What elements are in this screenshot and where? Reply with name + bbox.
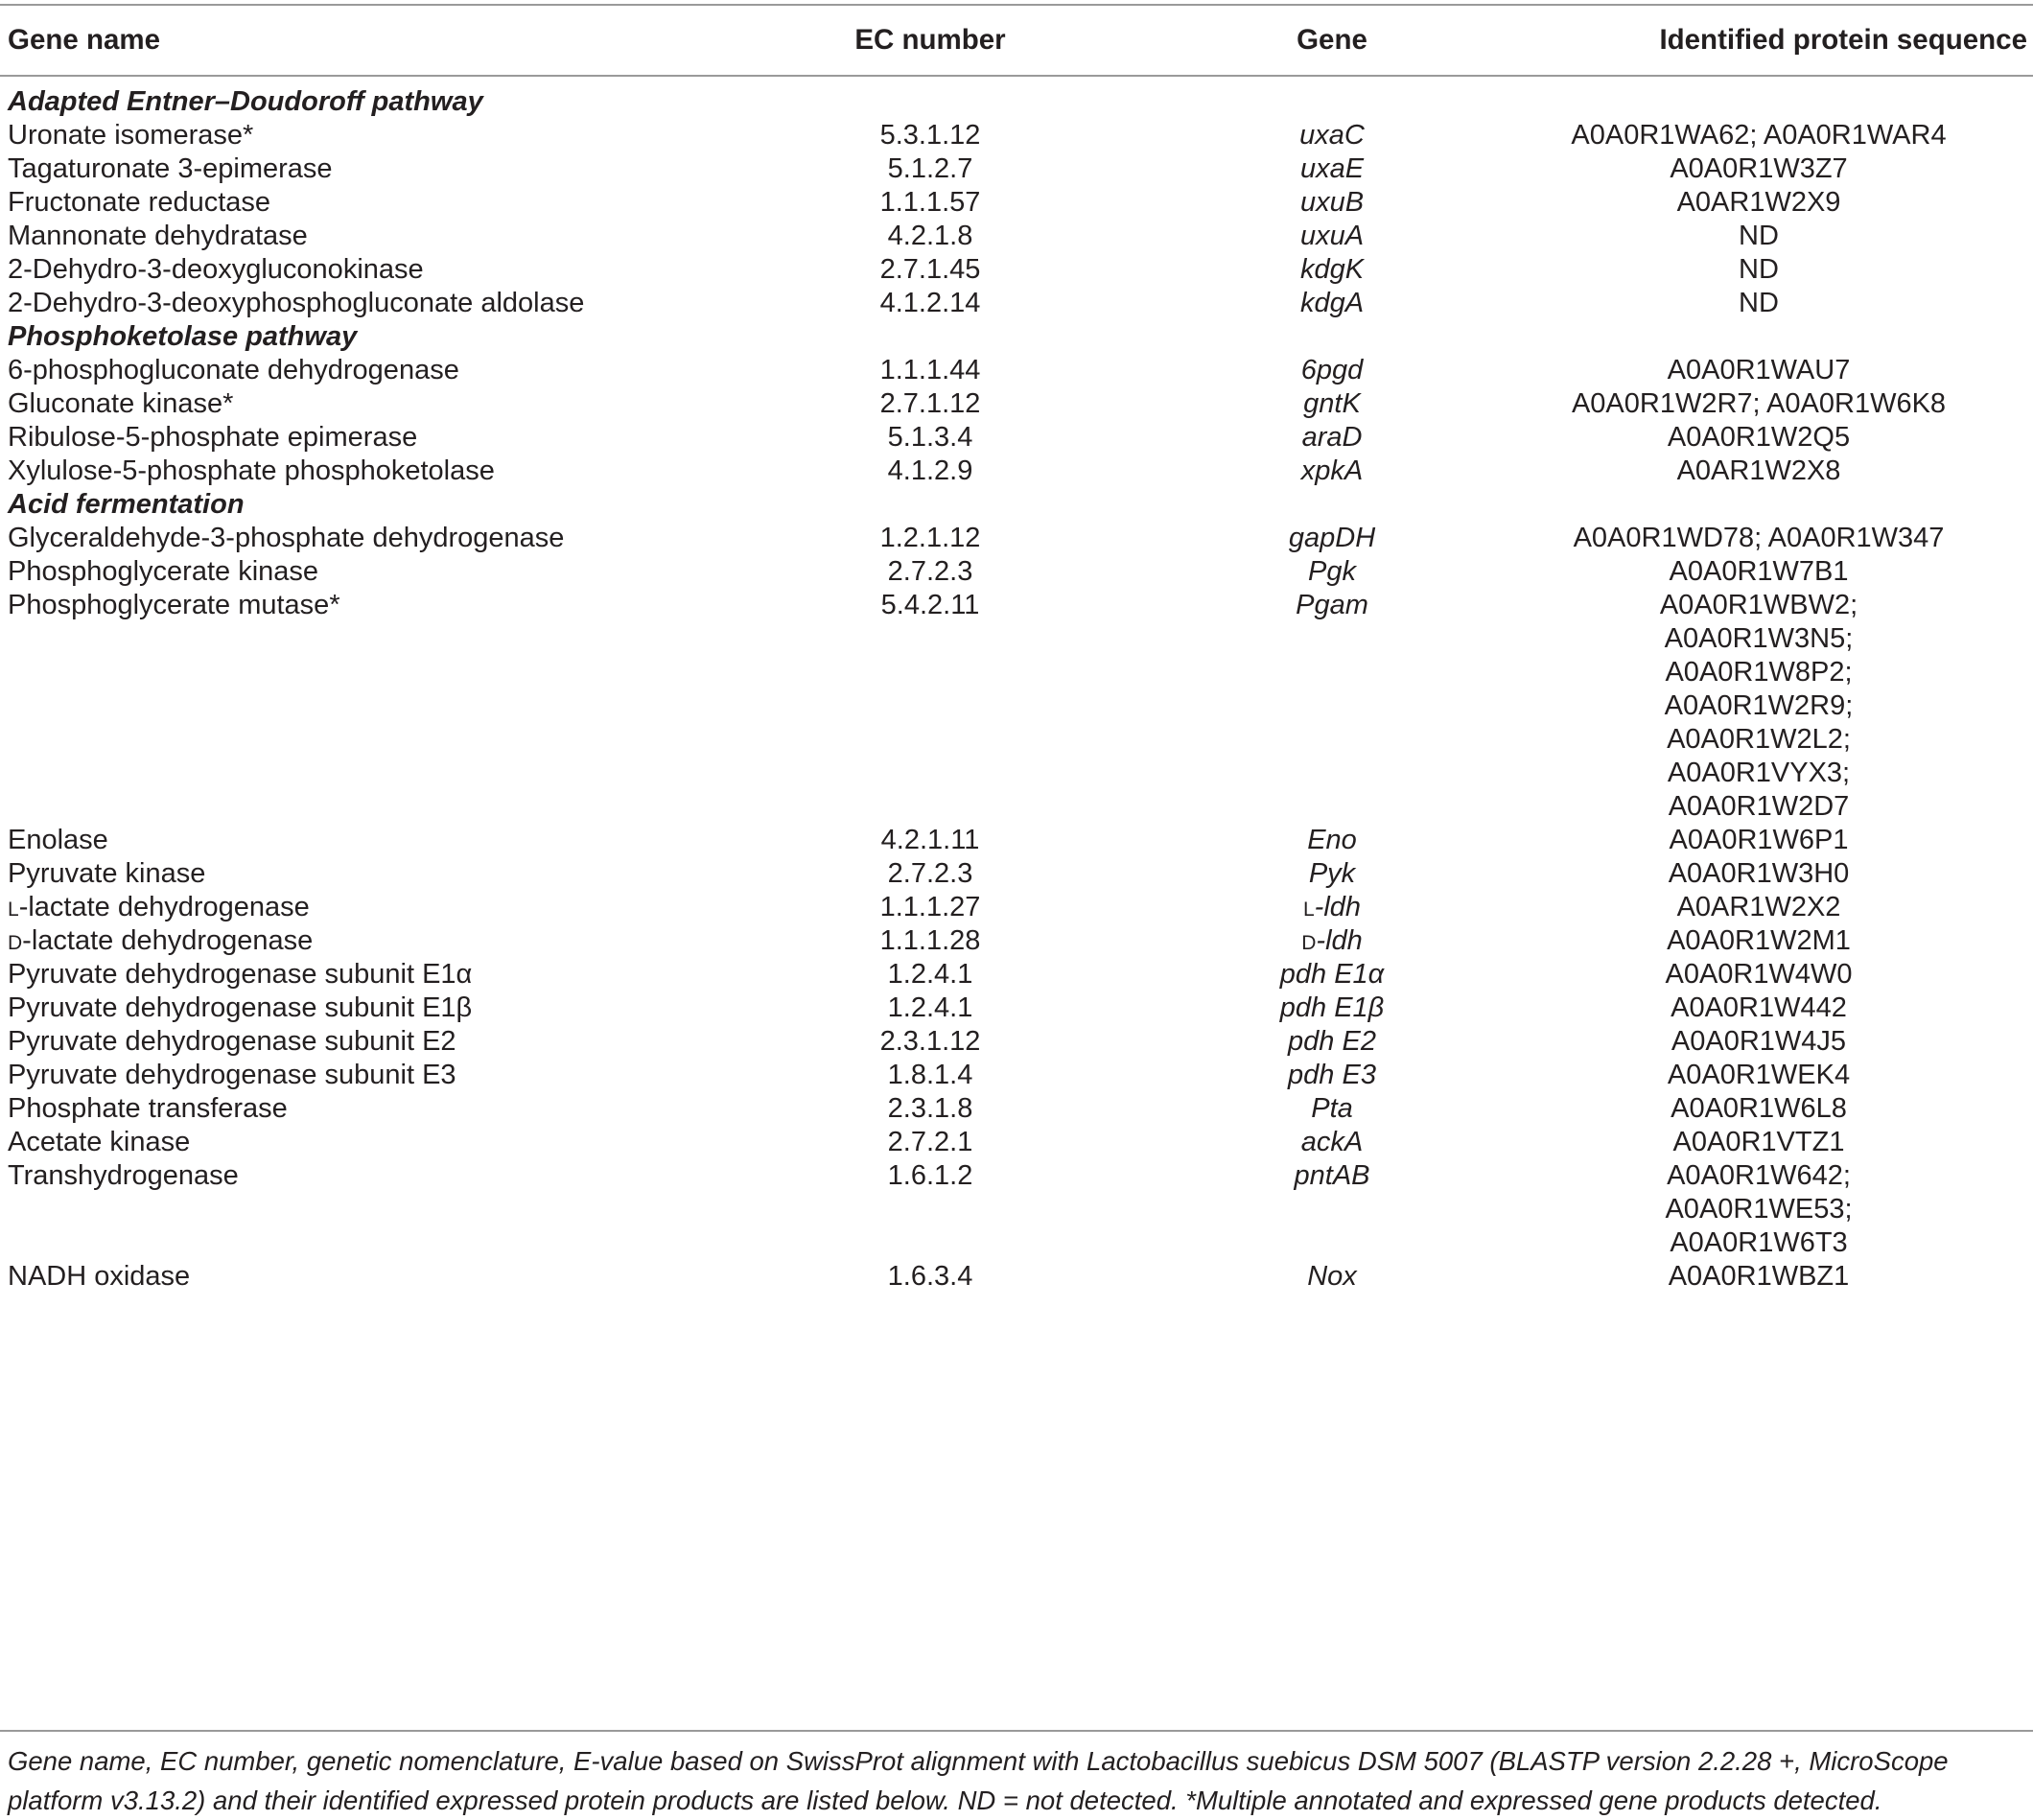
gene-text: Pyk — [1308, 858, 1356, 889]
gene-text: Pta — [1311, 1093, 1353, 1124]
stereo-prefix: L — [1302, 898, 1315, 921]
protein-sequence-cell: A0A0R1W3Z7 — [1670, 153, 1848, 184]
gene-name-text: 2-Dehydro-3-deoxyphosphogluconate aldolase — [8, 288, 585, 318]
protein-sequence-cell: A0A0R1W6L8 — [1671, 1093, 1847, 1124]
protein-sequence-cell: A0A0R1WA62; A0A0R1WAR4 — [1571, 120, 1947, 151]
ec-number-cell: 1.2.1.12 — [879, 523, 981, 553]
gene-text: uxaE — [1299, 153, 1365, 184]
protein-sequence-cell: A0A0R1W4J5 — [1671, 1026, 1847, 1057]
gene-name-text: Acetate kinase — [8, 1127, 191, 1157]
ec-number-cell: 1.8.1.4 — [887, 1060, 973, 1090]
ec-number-cell: 1.1.1.27 — [879, 892, 981, 922]
gene-name-text: Gluconate kinase* — [8, 388, 234, 419]
gene-name-text: Ribulose-5-phosphate epimerase — [8, 422, 418, 453]
gene-name-cell — [8, 1254, 190, 1299]
table-header-rule — [0, 75, 2033, 77]
header-gene: Gene — [1297, 24, 1367, 56]
ec-number-cell: 4.1.2.14 — [879, 288, 981, 318]
gene-text: Eno — [1307, 825, 1357, 855]
gene-cell — [1188, 1254, 1476, 1299]
gene-text: Pgk — [1308, 556, 1356, 587]
protein-sequence-cell: A0A0R1WEK4 — [1667, 1060, 1851, 1090]
protein-sequence-cell: A0A0R1WAU7 — [1667, 355, 1851, 385]
gene-name-text: Uronate isomerase* — [8, 120, 254, 151]
gene-name-cell — [8, 1154, 239, 1199]
ec-number-cell: 4.2.1.8 — [887, 221, 973, 251]
ec-number-cell: 2.3.1.12 — [879, 1026, 981, 1057]
gene-name-text: Pyruvate dehydrogenase subunit E1α — [8, 959, 473, 990]
ec-number-cell: 2.7.2.3 — [887, 556, 973, 587]
protein-sequence-cell: ND — [1739, 254, 1779, 285]
gene-name-text: Pyruvate kinase — [8, 858, 206, 889]
protein-sequence-cell: A0A0R1W3N5; — [1664, 623, 1854, 654]
gene-text: pntAB — [1294, 1160, 1370, 1191]
gene-text: 6pgd — [1300, 355, 1364, 385]
ec-number-cell: 4.2.1.11 — [880, 825, 980, 855]
gene-name-text: -lactate dehydrogenase — [18, 892, 310, 922]
ec-number-cell: 2.7.2.3 — [887, 858, 973, 889]
protein-sequence-cell: A0A0R1W4W0 — [1665, 959, 1853, 990]
gene-text: pdh E2 — [1288, 1026, 1376, 1057]
gene-text: pdh E1β — [1279, 992, 1385, 1023]
protein-sequence-cell: A0A0R1W642; — [1667, 1160, 1851, 1191]
stereo-prefix: D — [1301, 932, 1317, 954]
protein-sequence-cell: A0A0R1WD78; A0A0R1W347 — [1573, 523, 1945, 553]
section-heading: Phosphoketolase pathway — [8, 321, 358, 352]
gene-text: -ldh — [1314, 892, 1362, 922]
gene-name-text: Transhydrogenase — [8, 1160, 239, 1191]
header-ec-number: EC number — [854, 24, 1006, 56]
protein-sequence-cell: A0AR1W2X9 — [1676, 187, 1841, 218]
protein-sequence-cell: A0A0R1W442 — [1671, 992, 1847, 1023]
gene-text: kdgK — [1299, 254, 1365, 285]
gene-text: pdh E3 — [1288, 1060, 1376, 1090]
protein-sequence-cell: A0A0R1W2D7 — [1668, 791, 1850, 822]
gene-name-text: Mannonate dehydratase — [8, 221, 308, 251]
protein-sequence-cell: A0A0R1WE53; — [1665, 1194, 1853, 1225]
protein-sequence-cell: A0A0R1VYX3; — [1667, 758, 1851, 788]
gene-name-text: Fructonate reductase — [8, 187, 271, 218]
protein-sequence-cell: A0A0R1W6T3 — [1670, 1227, 1848, 1258]
ec-number-cell: 4.1.2.9 — [887, 455, 973, 486]
ec-number-cell: 1.1.1.57 — [879, 187, 981, 218]
gene-text: araD — [1301, 422, 1363, 453]
protein-sequence-cell: A0AR1W2X2 — [1676, 892, 1841, 922]
gene-cell — [1188, 1154, 1476, 1199]
protein-sequence-cell: A0A0R1W2M1 — [1667, 925, 1851, 956]
protein-sequence-cell: ND — [1739, 221, 1779, 251]
gene-text: uxuA — [1299, 221, 1365, 251]
protein-sequence-cell: A0A0R1WBW2; — [1659, 590, 1858, 620]
ec-number-cell: 2.3.1.8 — [887, 1093, 973, 1124]
protein-sequence-cell: A0A0R1W2R9; — [1664, 690, 1854, 721]
ec-number-cell: 1.6.3.4 — [887, 1261, 973, 1292]
ec-number-cell: 5.4.2.11 — [880, 590, 980, 620]
gene-name-text: NADH oxidase — [8, 1261, 191, 1292]
protein-sequence-cell: A0AR1W2X8 — [1676, 455, 1841, 486]
ec-number-cell: 1.1.1.44 — [879, 355, 981, 385]
gene-name-text: Xylulose-5-phosphate phosphoketolase — [8, 455, 495, 486]
gene-name-text: Phosphate transferase — [8, 1093, 288, 1124]
gene-text: uxaC — [1299, 120, 1365, 151]
stereo-prefix: L — [8, 898, 19, 921]
ec-number-cell: 5.1.3.4 — [887, 422, 973, 453]
header-protein-sequence: Identified protein sequence — [1659, 24, 2027, 56]
protein-sequence-cell: ND — [1739, 288, 1779, 318]
ec-number-cell: 5.3.1.12 — [879, 120, 981, 151]
ec-number-cell: 2.7.2.1 — [887, 1127, 973, 1157]
gene-text: xpkA — [1300, 455, 1364, 486]
table-bottom-rule — [0, 1730, 2033, 1732]
gene-cell — [1188, 583, 1476, 628]
protein-sequence-cell: A0A0R1WBZ1 — [1668, 1261, 1850, 1292]
protein-sequence-cell: A0A0R1W7B1 — [1669, 556, 1849, 587]
table-row — [0, 583, 2033, 822]
gene-text: Pgam — [1296, 590, 1368, 620]
ec-number-cell: 2.7.1.12 — [879, 388, 981, 419]
gene-name-text: -lactate dehydrogenase — [22, 925, 314, 956]
ec-number-cell: 1.2.4.1 — [887, 992, 973, 1023]
protein-sequence-cell: A0A0R1W3H0 — [1668, 858, 1850, 889]
protein-sequence-cell: A0A0R1W2R7; A0A0R1W6K8 — [1571, 388, 1947, 419]
header-gene-name: Gene name — [8, 24, 161, 56]
gene-name-text: Enolase — [8, 825, 108, 855]
protein-sequence-cell: A0A0R1W6P1 — [1669, 825, 1849, 855]
gene-text: gapDH — [1288, 523, 1376, 553]
gene-name-text: Phosphoglycerate mutase* — [8, 590, 340, 620]
gene-name-text: Glyceraldehyde-3-phosphate dehydrogenase — [8, 523, 565, 553]
gene-name-text: 2-Dehydro-3-deoxygluconokinase — [8, 254, 424, 285]
gene-name-text: Pyruvate dehydrogenase subunit E1β — [8, 992, 473, 1023]
gene-text: pdh E1α — [1279, 959, 1385, 990]
table-row — [0, 1154, 2033, 1258]
gene-name-text: Phosphoglycerate kinase — [8, 556, 319, 587]
protein-sequence-cell: A0A0R1W2L2; — [1667, 724, 1851, 755]
ec-number-cell: 1.6.1.2 — [887, 1160, 973, 1191]
ec-number-cell: 1.1.1.28 — [879, 925, 981, 956]
table-row — [0, 1254, 2033, 1299]
protein-sequence-cell: A0A0R1W2Q5 — [1667, 422, 1851, 453]
gene-text: gntK — [1303, 388, 1361, 419]
table-top-rule — [0, 4, 2033, 6]
gene-name-text: Tagaturonate 3-epimerase — [8, 153, 333, 184]
table-footnote: Gene name, EC number, genetic nomenclature, E-value based on SwissProt alignment with Lactobacillus suebicus DSM 5007 (BLASTP version 2.2.28 +, MicroScope platform v3.13.2) and their identified expressed protein products are listed below. ND = not detected. *Multiple annotated and expressed gene products detected. — [8, 1746, 1949, 1815]
table-header-row — [0, 15, 2033, 65]
ec-number-cell: 5.1.2.7 — [887, 153, 973, 184]
stereo-prefix: D — [8, 932, 23, 954]
gene-name-cell — [8, 583, 340, 628]
gene-text: -ldh — [1316, 925, 1363, 956]
gene-name-text: 6-phosphogluconate dehydrogenase — [8, 355, 459, 385]
section-heading: Adapted Entner–Doudoroff pathway — [8, 86, 483, 117]
protein-sequence-cell: A0A0R1W8P2; — [1665, 657, 1853, 688]
gene-text: kdgA — [1299, 288, 1365, 318]
gene-text: uxuB — [1299, 187, 1365, 218]
ec-number-cell: 1.2.4.1 — [887, 959, 973, 990]
section-heading: Acid fermentation — [8, 489, 245, 520]
gene-text: Nox — [1307, 1261, 1357, 1292]
protein-sequence-cell: A0A0R1VTZ1 — [1672, 1127, 1845, 1157]
gene-name-text: Pyruvate dehydrogenase subunit E3 — [8, 1060, 456, 1090]
gene-text: ackA — [1300, 1127, 1364, 1157]
gene-name-text: Pyruvate dehydrogenase subunit E2 — [8, 1026, 456, 1057]
ec-number-cell: 2.7.1.45 — [879, 254, 981, 285]
